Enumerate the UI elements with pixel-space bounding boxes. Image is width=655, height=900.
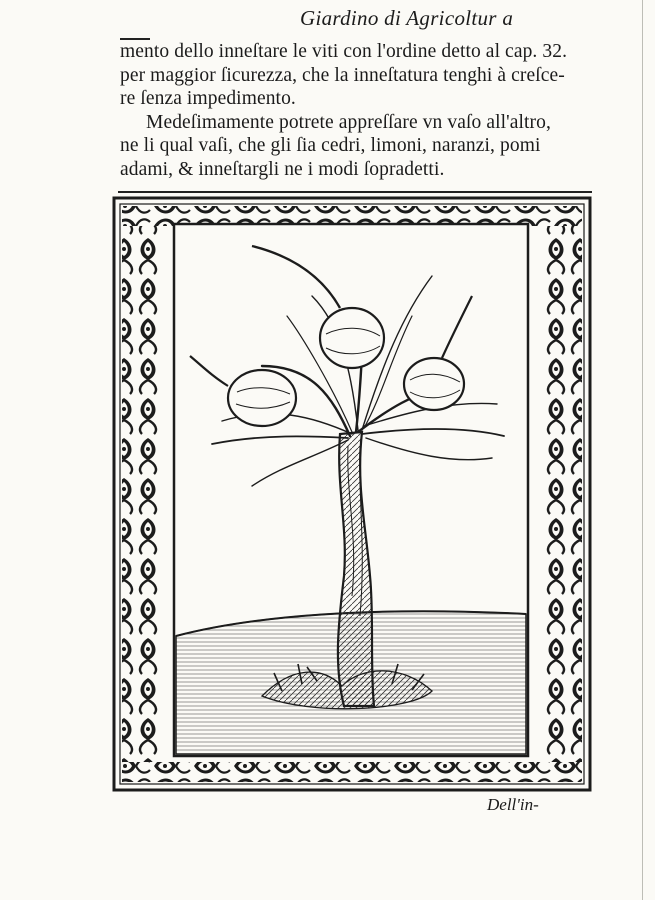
horizontal-rule bbox=[118, 191, 592, 193]
text-line: ne li qual vaſi, che gli ſia cedri, limoni, naranzi, pomi bbox=[120, 135, 541, 156]
body-text bbox=[120, 40, 590, 181]
text-line: Medeſimamente potrete appreſſare vn vaſo all'altro, bbox=[146, 111, 551, 133]
woodcut-illustration bbox=[112, 196, 592, 792]
running-head: Giardino di Agricoltur a bbox=[300, 6, 514, 30]
text-line: re ſenza impedimento. bbox=[120, 88, 296, 109]
catchword: Dell'in- bbox=[487, 795, 539, 814]
text-line: mento dello inneſtare le viti con l'ordine detto al cap. 32. bbox=[120, 41, 568, 62]
text-line: per maggior ſicurezza, che la inneſtatura tenghi à creſce- bbox=[120, 64, 565, 86]
page-edge-line bbox=[642, 0, 643, 900]
text-line: adami, & inneſtargli ne i modi ſopradetti. bbox=[120, 158, 445, 180]
